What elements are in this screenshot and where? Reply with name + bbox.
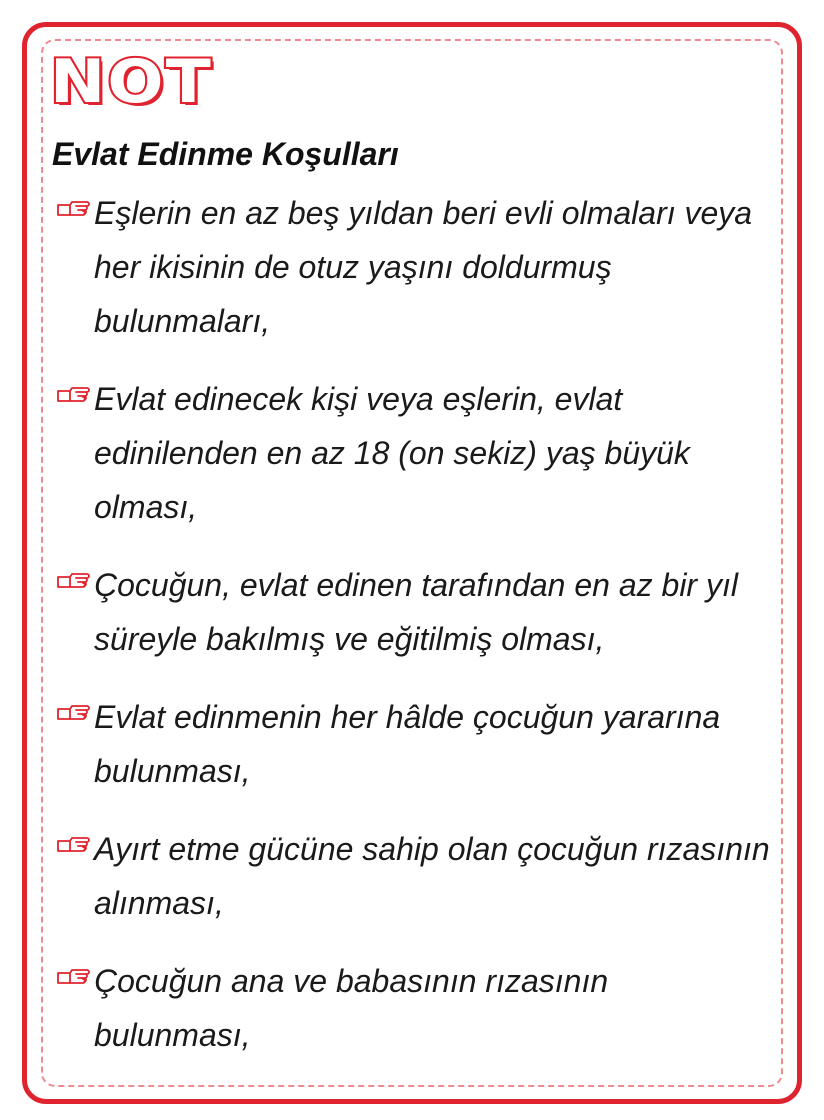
list-item (52, 954, 772, 1062)
pointing-hand-icon (56, 702, 90, 724)
conditions-list (52, 186, 772, 1086)
pointing-hand-icon (56, 384, 90, 406)
list-item-text: Ayırt etme gücüne sahip olan çocuğun rızasının alınması, (94, 831, 770, 921)
list-item-text: Evlat edinecek kişi veya eşlerin, evlat edinilenden en az 18 (on sekiz) yaş büyük olması, (94, 381, 690, 525)
list-item (52, 186, 772, 348)
pointing-hand-icon (56, 198, 90, 220)
list-item-text: Çocuğun, evlat edinen tarafından en az bir yıl süreyle bakılmış ve eğitilmiş olması, (94, 567, 738, 657)
list-item-text: Çocuğun ana ve babasının rızasının bulunması, (94, 963, 609, 1053)
list-item-text: Evlat edinmenin her hâlde çocuğun yararına bulunması, (94, 699, 721, 789)
list-item-text: Eşlerin en az beş yıldan beri evli olmaları veya her ikisinin de otuz yaşını doldurmuş bulunmaları, (94, 195, 753, 339)
list-item (52, 558, 772, 666)
pointing-hand-icon (56, 834, 90, 856)
list-item (52, 822, 772, 930)
list-item (52, 372, 772, 534)
pointing-hand-icon (56, 570, 90, 592)
list-item (52, 690, 772, 798)
note-title: Evlat Edinme Koşulları (52, 136, 399, 172)
pointing-hand-icon (56, 966, 90, 988)
not-badge (50, 47, 213, 117)
not-badge-label: NOT (50, 47, 213, 117)
